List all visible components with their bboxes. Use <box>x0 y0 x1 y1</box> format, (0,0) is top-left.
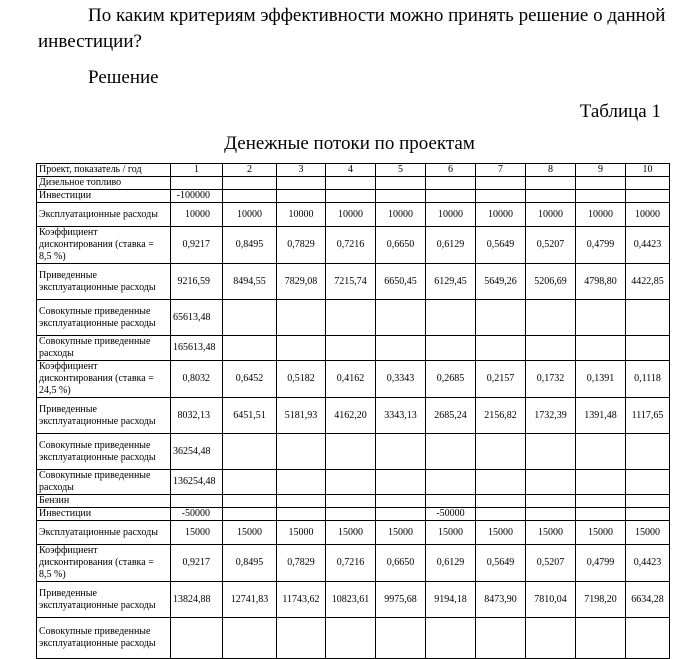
value-cell <box>526 300 576 336</box>
row-label-cell: Приведенные эксплуатационные расходы <box>37 264 171 300</box>
value-cell <box>277 434 326 470</box>
table-row <box>37 203 670 227</box>
value-cell <box>576 470 626 495</box>
header-year-cell: 9 <box>576 164 626 177</box>
value-cell <box>376 508 426 521</box>
value-cell: 15000 <box>626 521 670 545</box>
value-cell: 2685,24 <box>426 398 476 434</box>
value-cell <box>626 336 670 361</box>
value-cell <box>376 495 426 508</box>
value-cell: 0,1118 <box>626 361 670 398</box>
value-cell <box>223 618 277 659</box>
value-cell <box>626 190 670 203</box>
table-row <box>37 495 670 508</box>
value-cell: 10823,61 <box>326 582 376 618</box>
header-year-cell: 8 <box>526 164 576 177</box>
table-row <box>37 227 670 264</box>
value-cell <box>277 470 326 495</box>
row-label-cell: Совокупные приведенные расходы <box>37 470 171 495</box>
value-cell: -50000 <box>171 508 223 521</box>
row-label-cell: Инвестиции <box>37 190 171 203</box>
value-cell: 4162,20 <box>326 398 376 434</box>
row-label-cell: Эксплуатационные расходы <box>37 203 171 227</box>
value-cell <box>476 434 526 470</box>
table-row <box>37 264 670 300</box>
value-cell: 15000 <box>576 521 626 545</box>
table-row <box>37 434 670 470</box>
header-year-cell: 6 <box>426 164 476 177</box>
value-cell <box>476 495 526 508</box>
value-cell: 15000 <box>171 521 223 545</box>
value-cell <box>376 177 426 190</box>
value-cell <box>376 470 426 495</box>
value-cell: 11743,62 <box>277 582 326 618</box>
table-row <box>37 618 670 659</box>
table-row <box>37 470 670 495</box>
value-cell <box>576 434 626 470</box>
value-cell: 15000 <box>476 521 526 545</box>
value-cell <box>376 190 426 203</box>
value-cell: 10000 <box>426 203 476 227</box>
value-cell: 6650,45 <box>376 264 426 300</box>
value-cell: 13824,88 <box>171 582 223 618</box>
table-row <box>37 398 670 434</box>
value-cell <box>326 495 376 508</box>
table-title: Денежные потоки по проектам <box>224 133 475 154</box>
value-cell: 5206,69 <box>526 264 576 300</box>
value-cell: 2156,82 <box>476 398 526 434</box>
value-cell: -100000 <box>171 190 223 203</box>
value-cell: 10000 <box>576 203 626 227</box>
value-cell: 15000 <box>526 521 576 545</box>
table-row <box>37 582 670 618</box>
value-cell <box>277 190 326 203</box>
value-cell <box>171 495 223 508</box>
value-cell <box>426 300 476 336</box>
value-cell: 0,8495 <box>223 545 277 582</box>
value-cell: 0,4162 <box>326 361 376 398</box>
value-cell: 0,7829 <box>277 545 326 582</box>
value-cell: 7198,20 <box>576 582 626 618</box>
value-cell: 0,6452 <box>223 361 277 398</box>
header-year-cell: 3 <box>277 164 326 177</box>
value-cell <box>326 177 376 190</box>
header-label-cell: Проект, показатель / год <box>37 164 171 177</box>
value-cell <box>326 508 376 521</box>
value-cell: 0,5207 <box>526 545 576 582</box>
value-cell: 4422,85 <box>626 264 670 300</box>
value-cell: 0,9217 <box>171 227 223 264</box>
value-cell: 15000 <box>223 521 277 545</box>
table-row <box>37 300 670 336</box>
value-cell <box>376 618 426 659</box>
cash-flow-table <box>36 163 670 659</box>
value-cell <box>326 434 376 470</box>
value-cell: 10000 <box>223 203 277 227</box>
table-row <box>37 177 670 190</box>
value-cell: 0,5649 <box>476 545 526 582</box>
value-cell <box>326 618 376 659</box>
table-row <box>37 361 670 398</box>
value-cell <box>277 336 326 361</box>
value-cell <box>626 434 670 470</box>
value-cell <box>476 190 526 203</box>
value-cell <box>223 190 277 203</box>
value-cell <box>326 300 376 336</box>
value-cell: 15000 <box>376 521 426 545</box>
value-cell: 1117,65 <box>626 398 670 434</box>
value-cell <box>171 618 223 659</box>
row-label-cell: Совокупные приведенные эксплуатационные расходы <box>37 300 171 336</box>
value-cell: 1732,39 <box>526 398 576 434</box>
value-cell: 5649,26 <box>476 264 526 300</box>
value-cell: 9194,18 <box>426 582 476 618</box>
row-label-cell: Приведенные эксплуатационные расходы <box>37 398 171 434</box>
value-cell <box>476 618 526 659</box>
value-cell: 0,5207 <box>526 227 576 264</box>
value-cell: 10000 <box>171 203 223 227</box>
value-cell: 5181,93 <box>277 398 326 434</box>
value-cell <box>576 177 626 190</box>
value-cell: 0,5649 <box>476 227 526 264</box>
value-cell <box>626 508 670 521</box>
value-cell: 0,6650 <box>376 227 426 264</box>
value-cell: -50000 <box>426 508 476 521</box>
value-cell: 9975,68 <box>376 582 426 618</box>
row-label-cell: Инвестиции <box>37 508 171 521</box>
value-cell: 15000 <box>426 521 476 545</box>
value-cell: 10000 <box>376 203 426 227</box>
value-cell: 6634,28 <box>626 582 670 618</box>
value-cell <box>526 508 576 521</box>
value-cell: 0,4423 <box>626 545 670 582</box>
value-cell <box>476 508 526 521</box>
value-cell <box>476 336 526 361</box>
value-cell <box>223 177 277 190</box>
row-label-cell: Совокупные приведенные эксплуатационные расходы <box>37 434 171 470</box>
table-row <box>37 508 670 521</box>
value-cell <box>626 177 670 190</box>
value-cell: 0,2157 <box>476 361 526 398</box>
value-cell: 0,9217 <box>171 545 223 582</box>
value-cell: 15000 <box>326 521 376 545</box>
value-cell: 8473,90 <box>476 582 526 618</box>
value-cell <box>576 508 626 521</box>
row-label-cell: Совокупные приведенные эксплуатационные расходы <box>37 618 171 659</box>
value-cell: 0,4423 <box>626 227 670 264</box>
row-label-cell: Коэффициент дисконтирования (ставка = 24,5 %) <box>37 361 171 398</box>
value-cell <box>376 434 426 470</box>
row-label-cell: Совокупные приведенные расходы <box>37 336 171 361</box>
value-cell <box>626 495 670 508</box>
value-cell: 0,8032 <box>171 361 223 398</box>
table-row <box>37 190 670 203</box>
value-cell: 6451,51 <box>223 398 277 434</box>
value-cell <box>326 470 376 495</box>
value-cell: 65613,48 <box>171 300 223 336</box>
table-row <box>37 521 670 545</box>
value-cell: 10000 <box>476 203 526 227</box>
value-cell: 0,6129 <box>426 227 476 264</box>
row-label-cell: Коэффициент дисконтирования (ставка = 8,5 %) <box>37 227 171 264</box>
value-cell <box>277 618 326 659</box>
value-cell: 10000 <box>277 203 326 227</box>
value-cell <box>576 618 626 659</box>
value-cell: 8032,13 <box>171 398 223 434</box>
value-cell: 7829,08 <box>277 264 326 300</box>
value-cell <box>526 470 576 495</box>
value-cell <box>326 190 376 203</box>
table-row <box>37 545 670 582</box>
value-cell: 36254,48 <box>171 434 223 470</box>
value-cell <box>223 495 277 508</box>
value-cell: 0,2685 <box>426 361 476 398</box>
value-cell <box>223 470 277 495</box>
value-cell <box>576 495 626 508</box>
value-cell: 0,4799 <box>576 227 626 264</box>
value-cell <box>277 508 326 521</box>
value-cell: 12741,83 <box>223 582 277 618</box>
header-year-cell: 5 <box>376 164 426 177</box>
value-cell: 136254,48 <box>171 470 223 495</box>
value-cell <box>526 618 576 659</box>
value-cell <box>376 300 426 336</box>
value-cell <box>526 495 576 508</box>
value-cell: 0,4799 <box>576 545 626 582</box>
value-cell <box>277 177 326 190</box>
value-cell <box>476 177 526 190</box>
header-year-cell: 7 <box>476 164 526 177</box>
value-cell <box>223 336 277 361</box>
value-cell: 0,1391 <box>576 361 626 398</box>
value-cell <box>171 177 223 190</box>
value-cell: 0,5182 <box>277 361 326 398</box>
value-cell: 0,6129 <box>426 545 476 582</box>
value-cell: 0,7216 <box>326 227 376 264</box>
value-cell: 0,7216 <box>326 545 376 582</box>
value-cell <box>576 190 626 203</box>
value-cell: 0,8495 <box>223 227 277 264</box>
value-cell <box>626 618 670 659</box>
value-cell <box>223 300 277 336</box>
value-cell <box>576 300 626 336</box>
value-cell <box>626 300 670 336</box>
value-cell: 0,7829 <box>277 227 326 264</box>
value-cell <box>526 190 576 203</box>
value-cell: 7810,04 <box>526 582 576 618</box>
value-cell: 0,1732 <box>526 361 576 398</box>
value-cell <box>426 177 476 190</box>
value-cell <box>526 434 576 470</box>
value-cell: 15000 <box>277 521 326 545</box>
table-row <box>37 336 670 361</box>
row-label-cell: Дизельное топливо <box>37 177 171 190</box>
value-cell: 3343,13 <box>376 398 426 434</box>
value-cell <box>626 470 670 495</box>
value-cell: 6129,45 <box>426 264 476 300</box>
value-cell <box>576 336 626 361</box>
row-label-cell: Приведенные эксплуатационные расходы <box>37 582 171 618</box>
row-label-cell: Коэффициент дисконтирования (ставка = 8,5 %) <box>37 545 171 582</box>
value-cell: 4798,80 <box>576 264 626 300</box>
value-cell <box>426 434 476 470</box>
table-number: Таблица 1 <box>579 101 661 122</box>
row-label-cell: Бензин <box>37 495 171 508</box>
value-cell <box>526 336 576 361</box>
value-cell: 10000 <box>326 203 376 227</box>
question-text: По каким критериям эффективности можно принять решение о данной инвестиции? <box>38 5 666 52</box>
value-cell: 10000 <box>526 203 576 227</box>
value-cell <box>476 300 526 336</box>
value-cell: 7215,74 <box>326 264 376 300</box>
value-cell: 1391,48 <box>576 398 626 434</box>
value-cell <box>277 300 326 336</box>
header-year-cell: 4 <box>326 164 376 177</box>
value-cell: 9216,59 <box>171 264 223 300</box>
header-year-cell: 2 <box>223 164 277 177</box>
value-cell: 165613,48 <box>171 336 223 361</box>
value-cell <box>426 336 476 361</box>
value-cell <box>376 336 426 361</box>
value-cell <box>223 508 277 521</box>
value-cell <box>476 470 526 495</box>
value-cell <box>223 434 277 470</box>
value-cell: 0,3343 <box>376 361 426 398</box>
header-year-cell: 1 <box>171 164 223 177</box>
value-cell: 0,6650 <box>376 545 426 582</box>
value-cell <box>426 495 476 508</box>
value-cell <box>526 177 576 190</box>
value-cell <box>277 495 326 508</box>
value-cell: 10000 <box>626 203 670 227</box>
header-year-cell: 10 <box>626 164 670 177</box>
value-cell <box>426 190 476 203</box>
row-label-cell: Эксплуатационные расходы <box>37 521 171 545</box>
value-cell: 8494,55 <box>223 264 277 300</box>
value-cell <box>426 470 476 495</box>
table-header-row <box>37 164 670 177</box>
solution-heading: Решение <box>88 67 159 88</box>
value-cell <box>426 618 476 659</box>
value-cell <box>326 336 376 361</box>
